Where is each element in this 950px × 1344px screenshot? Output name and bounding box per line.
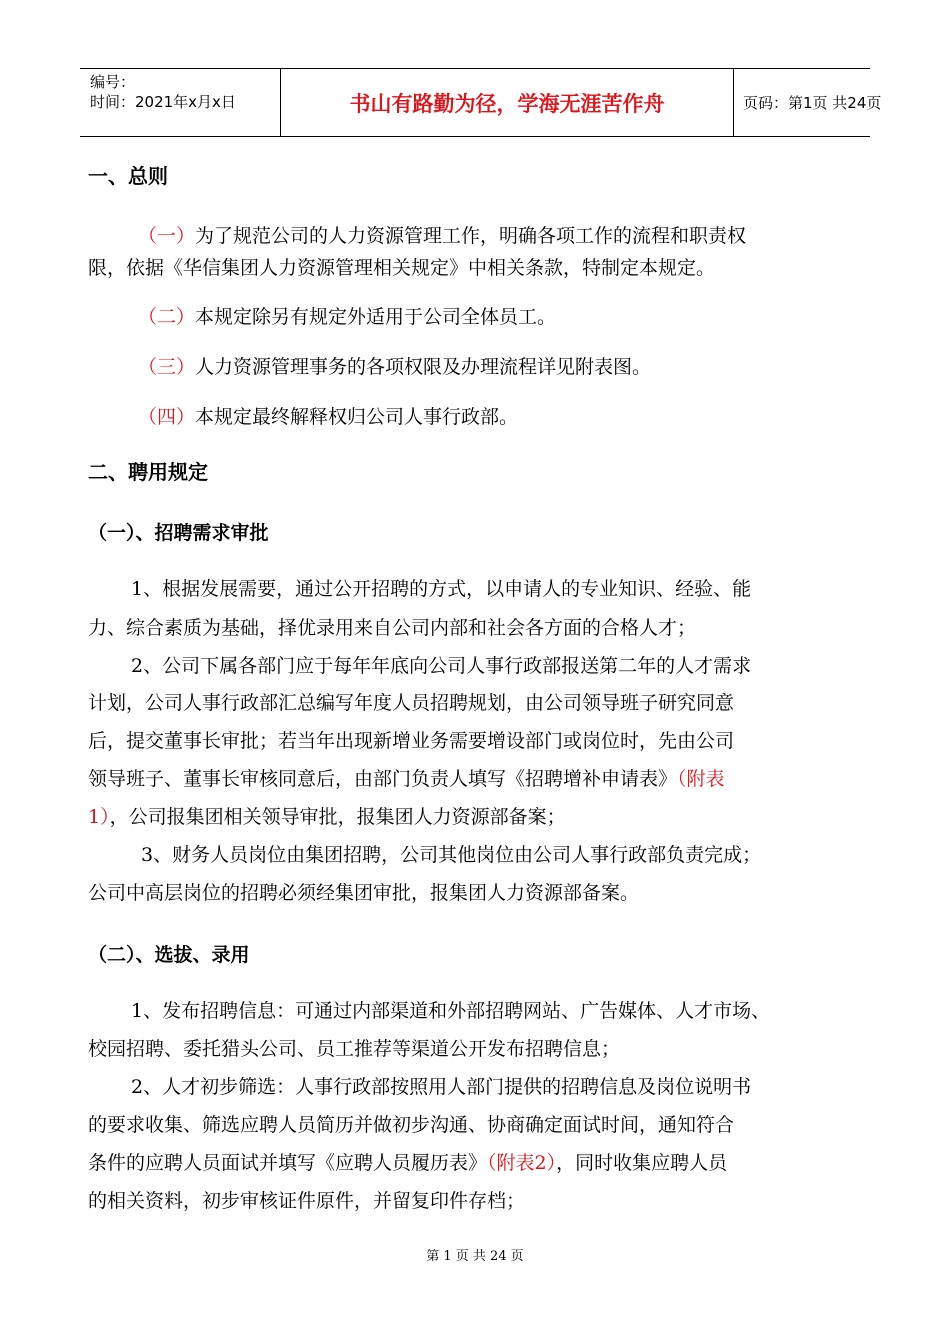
paragraph-line: 公司中高层岗位的招聘必须经集团审批，报集团人力资源部备案。 <box>88 882 640 904</box>
subsection-heading-selection: （二）、选拔、录用 <box>88 944 250 966</box>
paragraph-line: 1、根据发展需要，通过公开招聘的方式，以申请人的专业知识、经验、能 <box>131 578 752 600</box>
document-header <box>80 68 882 137</box>
paragraph-line <box>138 405 518 429</box>
appendix-reference: 1） <box>88 806 110 828</box>
clause-text: ，公司报集团相关领导审批，报集团人力资源部备案； <box>109 806 566 828</box>
header-page-cell <box>733 69 882 136</box>
appendix-reference: （附表 <box>677 768 725 790</box>
clause-number: （三） <box>138 356 196 378</box>
section-heading-employment: 二、聘用规定 <box>88 460 208 484</box>
clause-number: （四） <box>138 406 196 428</box>
paragraph-line: 校园招聘、委托猎头公司、员工推荐等渠道公开发布招聘信息； <box>88 1038 621 1060</box>
section-heading-general: 一、总则 <box>88 164 168 188</box>
document-date-label: 时间：2021年x月x日 <box>90 93 236 111</box>
paragraph-line <box>88 1151 727 1175</box>
document-number-label: 编号： <box>90 73 136 91</box>
paragraph-line: 1、发布招聘信息：可通过内部渠道和外部招聘网站、广告媒体、人才市场、 <box>131 1000 771 1022</box>
paragraph-line <box>88 767 725 791</box>
clause-text: 人力资源管理事务的各项权限及办理流程详见附表图。 <box>195 356 652 378</box>
paragraph-line <box>138 224 746 248</box>
paragraph-line: 计划，公司人事行政部汇总编写年度人员招聘规划，由公司领导班子研究同意 <box>88 692 735 714</box>
header-meta-cell <box>80 69 280 136</box>
clause-text: ，同时收集应聘人员 <box>556 1152 728 1174</box>
clause-text: 本规定最终解释权归公司人事行政部。 <box>195 406 519 428</box>
paragraph-line: 的要求收集、筛选应聘人员简历并做初步沟通、协商确定面试时间，通知符合 <box>88 1114 735 1136</box>
clause-text: 为了规范公司的人力资源管理工作，明确各项工作的流程和职责权 <box>195 225 747 247</box>
paragraph-line: 力、综合素质为基础，择优录用来自公司内部和社会各方面的合格人才； <box>88 617 697 639</box>
clause-text: 领导班子、董事长审核同意后，由部门负责人填写《招聘增补申请表》 <box>88 768 678 790</box>
paragraph-line <box>88 805 566 829</box>
header-page-info: 页码：第1页 共24页 <box>743 94 882 112</box>
header-motto-cell <box>280 69 734 136</box>
paragraph-line: 的相关资料，初步审核证件原件，并留复印件存档； <box>88 1190 526 1212</box>
paragraph-line: 3、财务人员岗位由集团招聘，公司其他岗位由公司人事行政部负责完成； <box>141 844 762 866</box>
clause-number: （二） <box>138 306 196 328</box>
paragraph-line: 限，依据《华信集团人力资源管理相关规定》中相关条款，特制定本规定。 <box>88 257 716 279</box>
page-footer: 第 1 页 共 24 页 <box>426 1249 524 1264</box>
clause-number: （一） <box>138 225 196 247</box>
paragraph-line: 2、人才初步筛选：人事行政部按照用人部门提供的招聘信息及岗位说明书 <box>131 1076 752 1098</box>
header-motto: 书山有路勤为径，学海无涯苦作舟 <box>349 92 665 116</box>
paragraph-line <box>138 355 651 379</box>
clause-text: 条件的应聘人员面试并填写《应聘人员履历表》 <box>88 1152 488 1174</box>
subsection-heading-recruit-approval: （一）、招聘需求审批 <box>88 522 269 544</box>
paragraph-line: 2、公司下属各部门应于每年年底向公司人事行政部报送第二年的人才需求 <box>131 655 752 677</box>
paragraph-line <box>138 305 556 329</box>
appendix-reference: （附表2） <box>487 1152 557 1174</box>
paragraph-line: 后，提交董事长审批；若当年出现新增业务需要增设部门或岗位时，先由公司 <box>88 730 735 752</box>
clause-text: 本规定除另有规定外适用于公司全体员工。 <box>195 306 557 328</box>
